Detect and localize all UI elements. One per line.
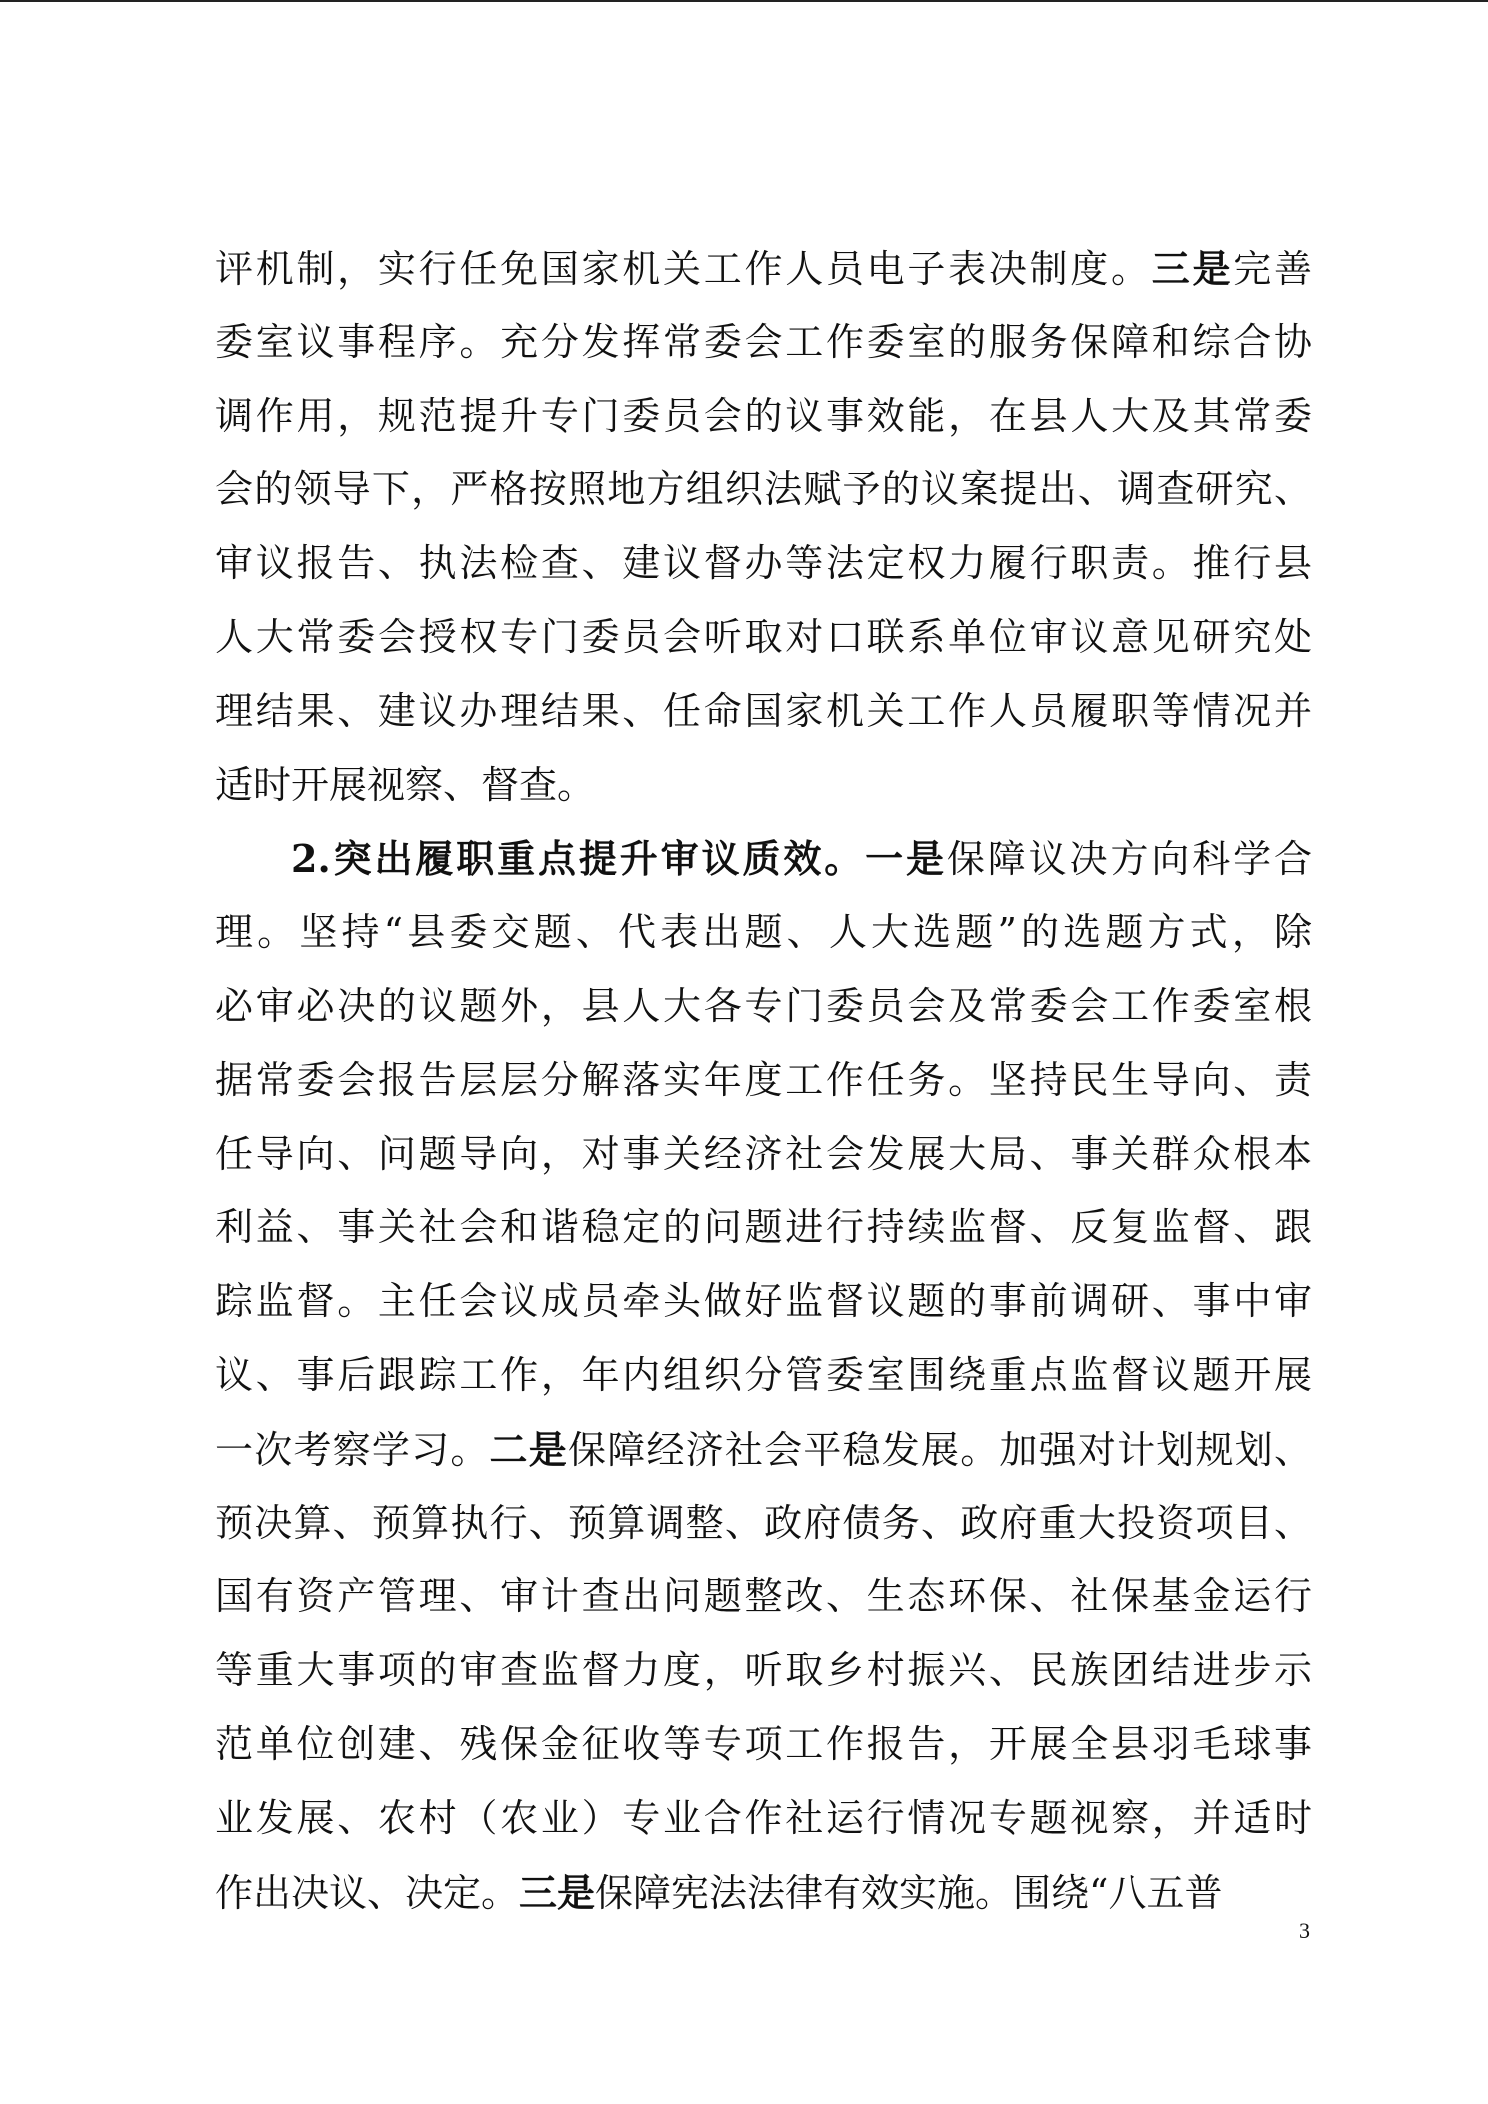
text-run: 会的领导下，严格按照地方组织法赋予的议案提出、调查研究、 bbox=[215, 467, 1312, 512]
text-run: 理。坚持“县委交题、代表出题、人大选题”的选题方式，除 bbox=[215, 910, 1312, 955]
bold-text-run: 二是 bbox=[489, 1426, 568, 1472]
text-run: 作出决议、决定。 bbox=[215, 1870, 520, 1915]
text-run: 保障经济社会平稳发展。加强对计划规划、 bbox=[568, 1427, 1312, 1472]
text-run: 理结果、建议办理结果、任命国家机关工作人员履职等情况并 bbox=[215, 688, 1312, 733]
text-line bbox=[215, 453, 1312, 527]
text-line bbox=[215, 1339, 1312, 1413]
text-run: 适时开展视察、督查。 bbox=[215, 762, 596, 807]
text-line bbox=[215, 1044, 1312, 1118]
bold-text-run: 三是 bbox=[519, 1869, 596, 1915]
text-run: 完善 bbox=[1233, 247, 1312, 291]
text-run: 据常委会报告层层分解落实年度工作任务。坚持民生导向、责 bbox=[215, 1057, 1312, 1102]
text-run: 保障议决方向科学合 bbox=[946, 837, 1312, 882]
text-run: 保障宪法法律有效实施。围绕“八五普 bbox=[595, 1870, 1223, 1915]
text-line bbox=[215, 306, 1312, 380]
text-line bbox=[215, 675, 1312, 749]
text-line bbox=[215, 1782, 1312, 1856]
text-line bbox=[215, 1856, 1312, 1930]
text-run: 预决算、预算执行、预算调整、政府债务、政府重大投资项目、 bbox=[215, 1500, 1312, 1545]
text-run: 任导向、问题导向，对事关经济社会发展大局、事关群众根本 bbox=[215, 1131, 1312, 1176]
text-line bbox=[215, 1191, 1312, 1265]
bold-text-run: 2.突出履职重点提升审议质效。一是 bbox=[291, 836, 947, 882]
text-run: 人大常委会授权专门委员会听取对口联系单位审议意见研究处 bbox=[215, 614, 1312, 659]
text-line bbox=[215, 749, 1312, 823]
text-line bbox=[215, 1265, 1312, 1339]
text-run: 范单位创建、残保金征收等专项工作报告，开展全县羽毛球事 bbox=[215, 1721, 1312, 1766]
text-run: 评机制，实行任免国家机关工作人员电子表决制度。 bbox=[215, 247, 1152, 291]
bold-text-run: 三是 bbox=[1151, 246, 1234, 291]
text-line bbox=[215, 1487, 1312, 1561]
text-line bbox=[215, 896, 1312, 970]
text-run: 议、事后跟踪工作，年内组织分管委室围绕重点监督议题开展 bbox=[215, 1352, 1312, 1397]
paragraph bbox=[215, 232, 1312, 822]
text-line bbox=[215, 1708, 1312, 1782]
text-line bbox=[215, 601, 1312, 675]
top-border-line bbox=[0, 0, 1488, 2]
text-run: 利益、事关社会和谐稳定的问题进行持续监督、反复监督、跟 bbox=[215, 1205, 1312, 1250]
page-number: 3 bbox=[1299, 1918, 1310, 1943]
text-line bbox=[215, 1560, 1312, 1634]
text-run: 调作用，规范提升专门委员会的议事效能，在县人大及其常委 bbox=[215, 393, 1312, 438]
text-line bbox=[215, 380, 1312, 454]
document-body bbox=[215, 232, 1312, 1929]
text-run: 委室议事程序。充分发挥常委会工作委室的服务保障和综合协 bbox=[215, 319, 1312, 364]
paragraph bbox=[215, 822, 1312, 1929]
text-run: 一次考察学习。 bbox=[215, 1427, 490, 1472]
text-line bbox=[215, 1118, 1312, 1192]
text-line bbox=[215, 822, 1312, 896]
text-run: 业发展、农村（农业）专业合作社运行情况专题视察，并适时 bbox=[215, 1795, 1312, 1840]
text-line bbox=[215, 1413, 1312, 1487]
text-run: 必审必决的议题外，县人大各专门委员会及常委会工作委室根 bbox=[215, 983, 1312, 1028]
text-line bbox=[215, 527, 1312, 601]
text-run: 审议报告、执法检查、建议督办等法定权力履行职责。推行县 bbox=[215, 541, 1312, 586]
text-run: 等重大事项的审查监督力度，听取乡村振兴、民族团结进步示 bbox=[215, 1648, 1312, 1693]
text-run: 踪监督。主任会议成员牵头做好监督议题的事前调研、事中审 bbox=[215, 1279, 1312, 1324]
text-run: 国有资产管理、审计查出问题整改、生态环保、社保基金运行 bbox=[215, 1574, 1312, 1619]
text-line bbox=[215, 970, 1312, 1044]
text-line bbox=[215, 1634, 1312, 1708]
text-line bbox=[215, 232, 1312, 306]
